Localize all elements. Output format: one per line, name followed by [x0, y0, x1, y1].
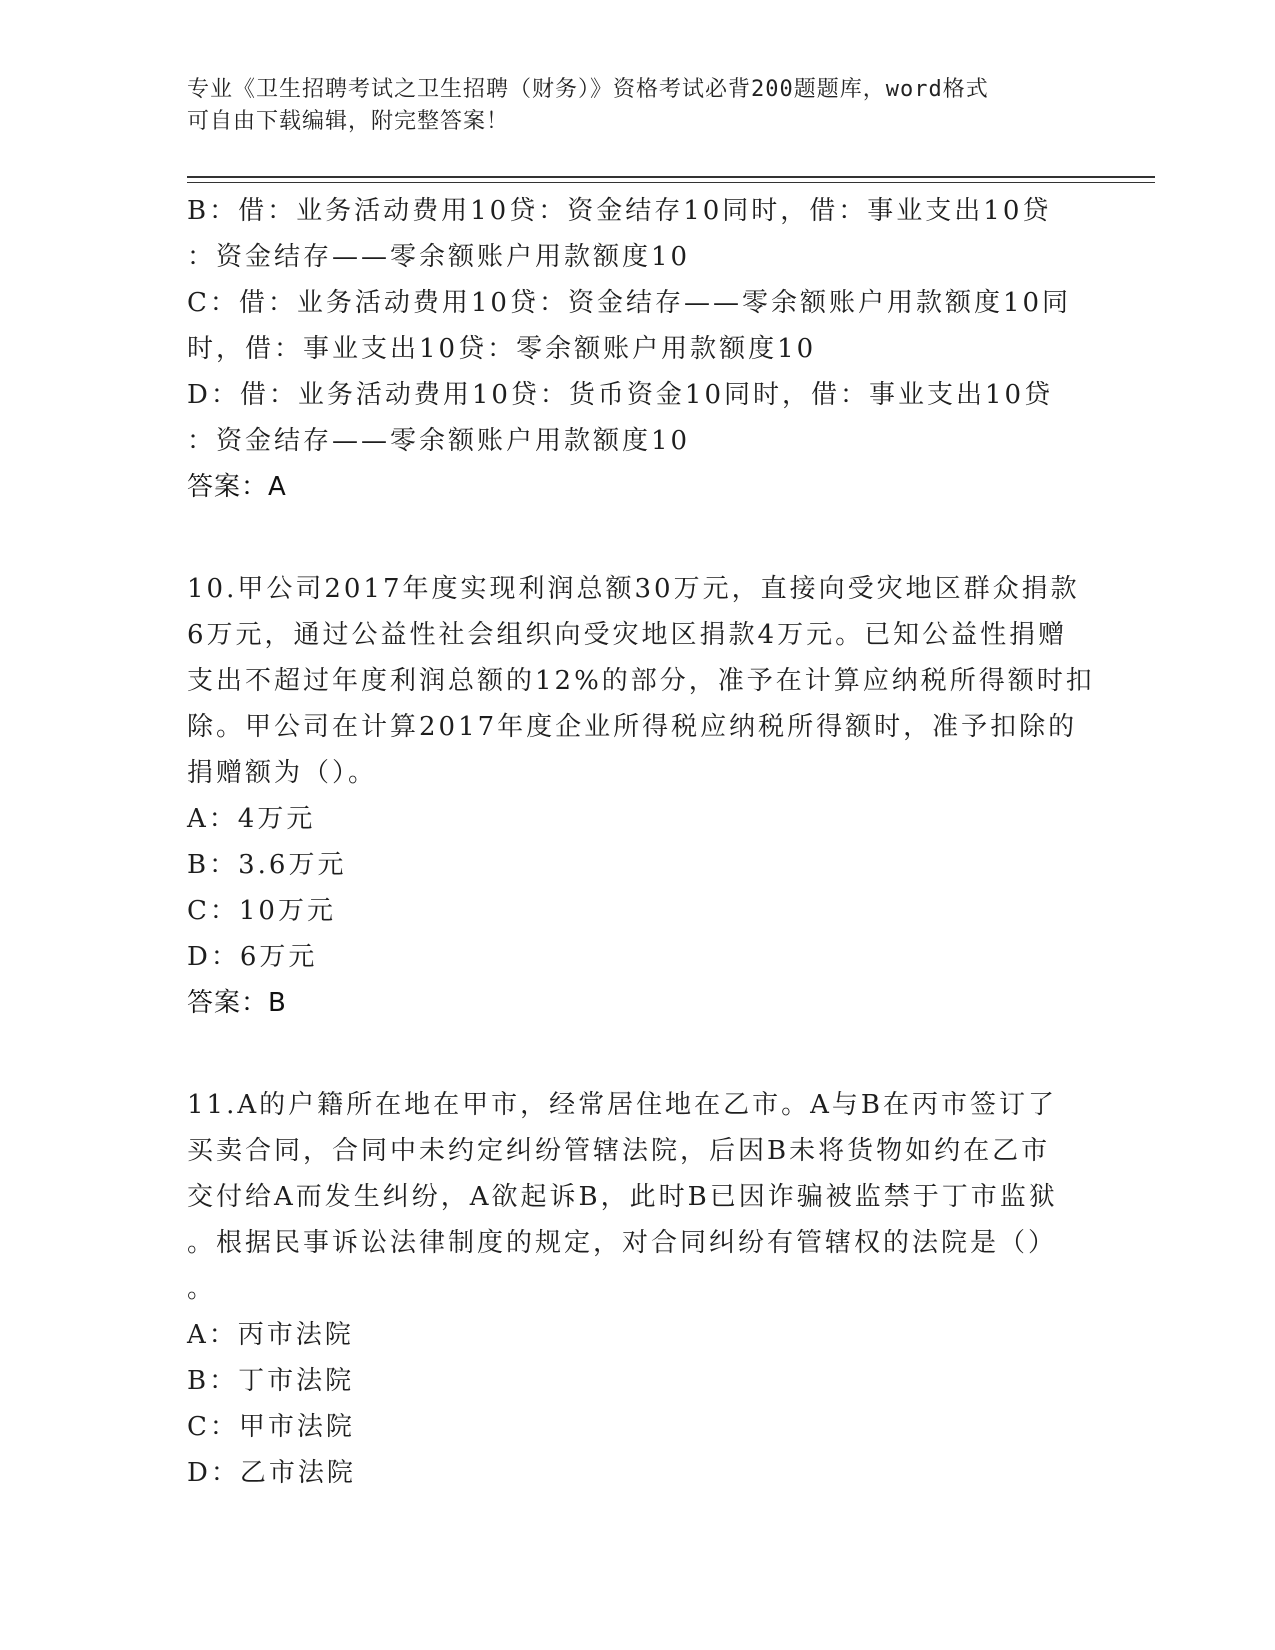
question-9-answer: 答案：A — [187, 472, 287, 502]
header-line-2: 可自由下载编辑，附完整答案！ — [187, 109, 510, 134]
stem-line: 买卖合同，合同中未约定纠纷管辖法院，后因B未将货物如约在乙市 — [187, 1136, 1051, 1166]
option-line: 时，借：事业支出10贷：零余额账户用款额度10 — [187, 334, 817, 364]
header-divider-thin — [187, 182, 1155, 183]
document-header — [187, 74, 1067, 138]
option-b: B：3.6万元 — [187, 850, 347, 880]
document-body — [187, 188, 1095, 1496]
option-a: A：4万元 — [187, 804, 316, 834]
stem-line: 11.A的户籍所在地在甲市，经常居住地在乙市。A与B在丙市签订了 — [187, 1090, 1058, 1120]
question-11-options — [187, 1312, 1087, 1496]
option-b: B：丁市法院 — [187, 1366, 355, 1396]
option-a: A：丙市法院 — [187, 1320, 354, 1350]
stem-line: 。根据民事诉讼法律制度的规定，对合同纠纷有管辖权的法院是（） — [187, 1228, 1058, 1258]
stem-line: 。 — [187, 1274, 217, 1304]
spacer — [187, 1026, 1087, 1082]
stem-line: 捐赠额为（）。 — [187, 758, 378, 788]
question-10-answer: 答案：B — [187, 988, 287, 1018]
option-line: ：资金结存——零余额账户用款额度10 — [187, 426, 691, 456]
option-d: D：6万元 — [187, 942, 318, 972]
stem-line: 除。甲公司在计算2017年度企业所得税应纳税所得额时，准予扣除的 — [187, 712, 1078, 742]
spacer — [187, 510, 1087, 566]
option-line: D：借：业务活动费用10贷：货币资金10同时，借：事业支出10贷 — [187, 380, 1054, 410]
header-line-1: 专业《卫生招聘考试之卫生招聘（财务）》资格考试必背200题题库，word格式 — [187, 77, 989, 102]
option-c: C：10万元 — [187, 896, 336, 926]
option-c: C：甲市法院 — [187, 1412, 355, 1442]
question-10-options — [187, 796, 1087, 980]
option-line: B：借：业务活动费用10贷：资金结存10同时，借：事业支出10贷 — [187, 196, 1052, 226]
question-10-stem — [187, 566, 1095, 796]
stem-line: 支出不超过年度利润总额的12%的部分，准予在计算应纳税所得额时扣 — [187, 666, 1095, 696]
stem-line: 交付给A而发生纠纷，A欲起诉B，此时B已因诈骗被监禁于丁市监狱 — [187, 1182, 1058, 1212]
question-11-stem — [187, 1082, 1087, 1312]
stem-line: 10.甲公司2017年度实现利润总额30万元，直接向受灾地区群众捐款 — [187, 574, 1080, 604]
stem-line: 6万元，通过公益性社会组织向受灾地区捐款4万元。已知公益性捐赠 — [187, 620, 1068, 650]
header-divider-thick — [187, 176, 1155, 178]
option-line: C：借：业务活动费用10贷：资金结存——零余额账户用款额度10同 — [187, 288, 1072, 318]
option-line: ：资金结存——零余额账户用款额度10 — [187, 242, 691, 272]
question-9-options — [187, 188, 1087, 464]
option-d: D：乙市法院 — [187, 1458, 356, 1488]
